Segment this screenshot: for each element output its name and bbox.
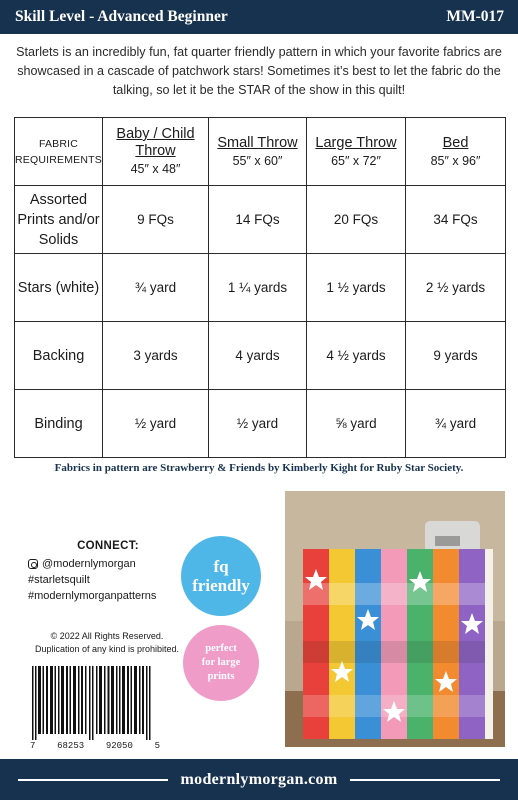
quilt-illustration xyxy=(285,491,505,747)
table-cell: 1 ¼ yards xyxy=(209,254,307,322)
fabric-requirements-table xyxy=(14,117,506,458)
connect-block xyxy=(28,540,188,604)
fabric-credit: Fabrics in pattern are Strawberry & Friends by Kimberly Kight for Ruby Star Society. xyxy=(54,462,464,474)
table-corner-label: FABRIC REQUIREMENTS xyxy=(15,118,103,186)
row-label-stars: Stars (white) xyxy=(15,254,103,322)
table-cell: 34 FQs xyxy=(406,186,506,254)
table-cell: ½ yard xyxy=(103,390,209,458)
table-cell: 9 yards xyxy=(406,322,506,390)
website-link[interactable]: modernlymorgan.com xyxy=(180,770,338,788)
table-cell: ¾ yard xyxy=(103,254,209,322)
table-cell: ¾ yard xyxy=(406,390,506,458)
table-cell: ⅝ yard xyxy=(307,390,406,458)
size-header-small-throw: Small Throw 55″ x 60″ xyxy=(209,118,307,186)
footer-rule-right xyxy=(350,779,500,781)
quilt-photo xyxy=(285,491,505,747)
copyright-notice: © 2022 All Rights Reserved. Duplication of any kind is prohibited. xyxy=(34,631,180,654)
pattern-code: MM-017 xyxy=(446,8,504,25)
table-cell: 4 yards xyxy=(209,322,307,390)
intro-text: Starlets is an incredibly fun, fat quarter friendly pattern in which your favorite fabrics are showcased in a cascade of patchwork stars! Sometimes it’s best to let the fabric do the talking, so let it be the STAR of the show in this quilt! xyxy=(16,45,502,97)
table-header-row xyxy=(15,118,506,186)
hashtag-patterns: #modernlymorganpatterns xyxy=(28,590,157,602)
row-label-binding: Binding xyxy=(15,390,103,458)
row-label-prints: Assorted Prints and/or Solids xyxy=(15,186,103,254)
size-header-baby: Baby / Child Throw 45″ x 48″ xyxy=(103,118,209,186)
table-row xyxy=(15,186,506,254)
hashtag-starlets: #starletsquilt xyxy=(28,574,90,586)
table-row xyxy=(15,254,506,322)
instagram-handle[interactable] xyxy=(28,556,188,572)
instagram-label: @modernlymorgan xyxy=(42,558,136,570)
size-header-bed: Bed 85″ x 96″ xyxy=(406,118,506,186)
table-row xyxy=(15,390,506,458)
large-prints-badge: perfect for large prints xyxy=(183,625,259,701)
table-cell: 2 ½ yards xyxy=(406,254,506,322)
barcode-numbers: 7 68253 92050 5 xyxy=(30,741,160,751)
skill-level: Skill Level - Advanced Beginner xyxy=(15,8,228,25)
footer-rule-left xyxy=(18,779,168,781)
table-cell: 9 FQs xyxy=(103,186,209,254)
barcode-bars xyxy=(32,666,152,740)
table-cell: ½ yard xyxy=(209,390,307,458)
footer-banner xyxy=(0,759,518,800)
barcode xyxy=(32,666,152,740)
table-row xyxy=(15,322,506,390)
table-cell: 3 yards xyxy=(103,322,209,390)
top-banner xyxy=(0,0,518,34)
connect-title: CONNECT: xyxy=(77,540,139,552)
row-label-backing: Backing xyxy=(15,322,103,390)
table-cell: 4 ½ yards xyxy=(307,322,406,390)
instagram-icon xyxy=(28,559,38,569)
table-cell: 20 FQs xyxy=(307,186,406,254)
table-cell: 14 FQs xyxy=(209,186,307,254)
fq-friendly-badge: fq friendly xyxy=(181,536,261,616)
size-header-large-throw: Large Throw 65″ x 72″ xyxy=(307,118,406,186)
table-cell: 1 ½ yards xyxy=(307,254,406,322)
